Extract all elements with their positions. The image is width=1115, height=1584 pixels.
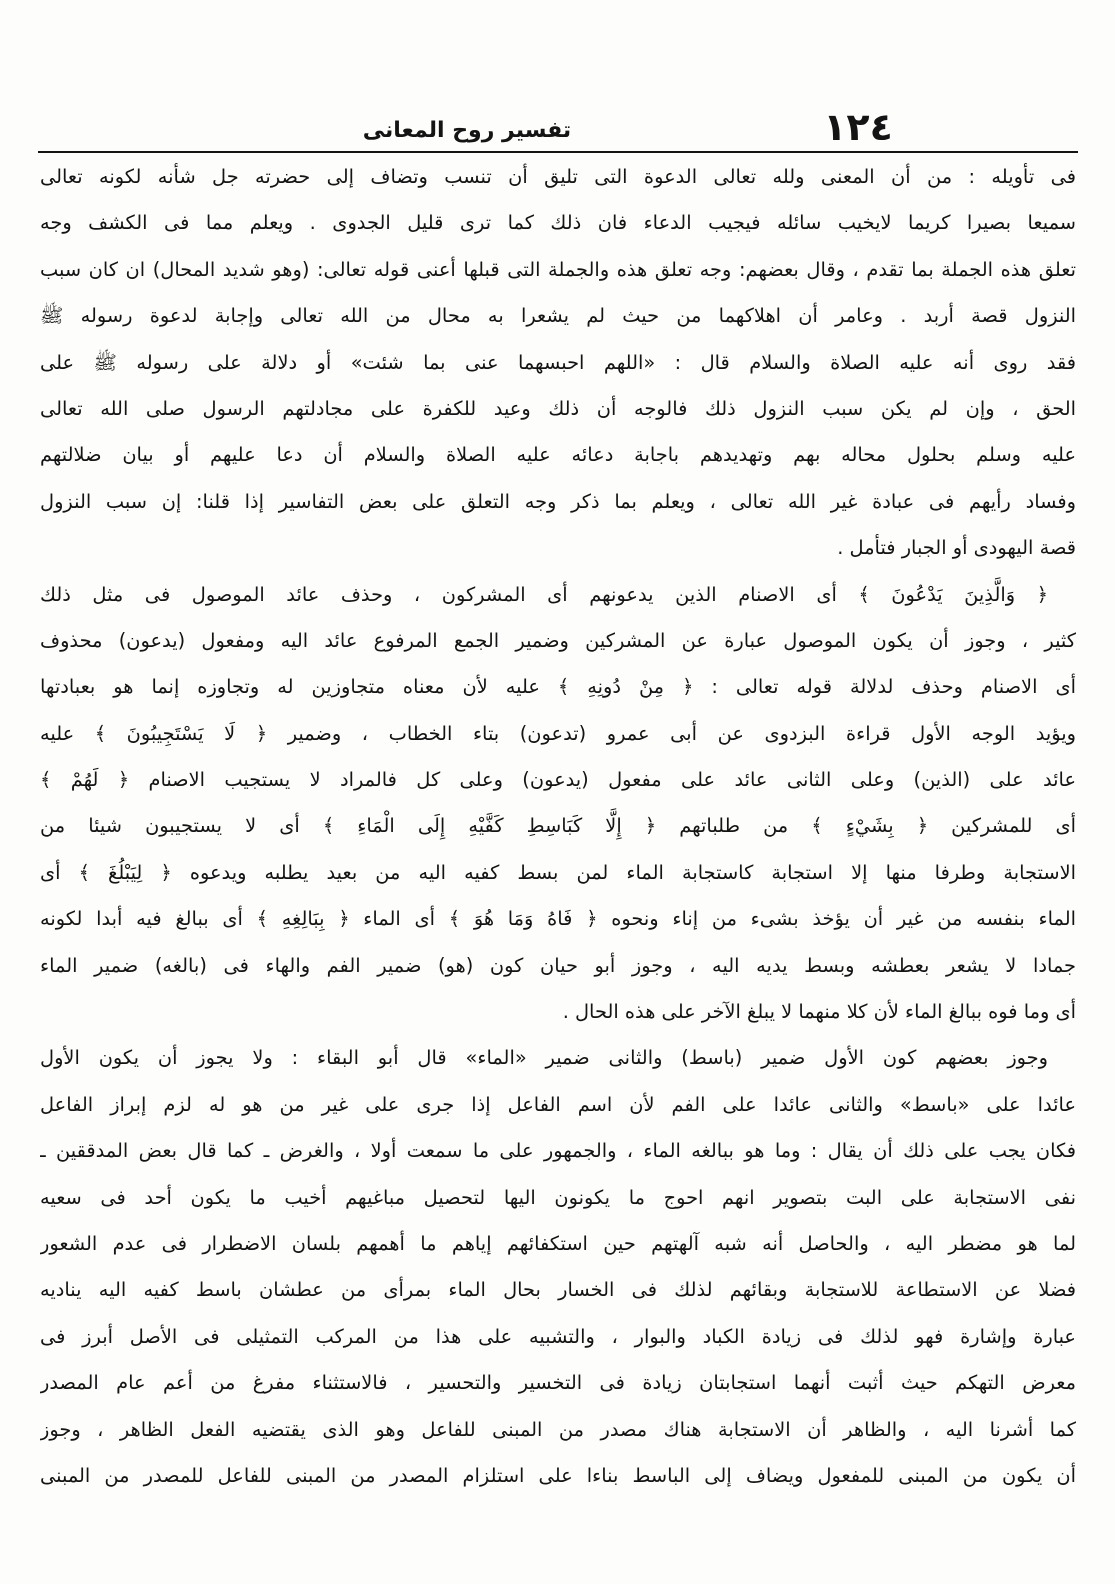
- text-line: فى تأويله : من أن المعنى ولله تعالى الدعوة التى تليق أن تنسب وتضاف إلى حضرته جل شأنه لكونه تعالى: [40, 165, 1076, 188]
- body-text: [40, 154, 1076, 1499]
- text-line: تعلق هذه الجملة بما تقدم ، وقال بعضهم: وجه تعلق هذه والجملة التى قبلها أعنى قوله تعالى: (وهو شديد المحال) ان كان سبب: [40, 257, 1076, 281]
- text-line: الماء بنفسه من غير أن يؤخذ بشىء من إناء ونحوه ﴿ فَاهُ وَمَا هُوَ ﴾ أى الماء ﴿ بِبَالِغِهِ ﴾ أى ببالغ فيه أبدا لكونه: [40, 907, 1076, 931]
- running-title: تفسير روح المعانى: [362, 118, 572, 143]
- text-line: فضلا عن الاستطاعة للاستجابة وبقائهم لذلك فى الخسار بحال الماء بمرأى من عطشان باسط كفيه اليه يناديه: [40, 1278, 1076, 1302]
- text-line: ويؤيد الوجه الأول قراءة البزدوى عن أبى عمرو (تدعون) بتاء الخطاب ، وضمير ﴿ لَا يَسْتَجِيبُونَ ﴾ عليه: [40, 721, 1076, 745]
- text-line: أى الاصنام وحذف لدلالة قوله تعالى : ﴿ مِنْ دُونِهِ ﴾ عليه لأن معناه متجاوزين له وتجاوزه إنما هو بعبادتها: [40, 675, 1076, 699]
- text-line: عليه وسلم بحلول محاله بهم وتهديدهم باجابة دعائه عليه الصلاة والسلام أن دعا عليهم أو بيان ضلالتهم: [40, 443, 1076, 467]
- text-line: وفساد رأيهم فى عبادة غير الله تعالى ، ويعلم بما ذكر وجه التعلق على بعض التفاسير إذا قلنا: إن سبب النزول: [40, 489, 1076, 513]
- text-line: نفى الاستجابة على البت بتصوير انهم احوج ما يكونون اليها لتحصيل مباغيهم أخيب ما يكون أحد فى سعيه: [40, 1185, 1076, 1209]
- text-line: أى للمشركين ﴿ بِشَيْءٍ ﴾ من طلباتهم ﴿ إِلَّا كَبَاسِطِ كَفَّيْهِ إِلَى الْمَاءِ ﴾ أى لا يستجيبون شيئا من: [40, 814, 1076, 838]
- header-rule: [38, 151, 1078, 153]
- text-line: فقد روى أنه عليه الصلاة والسلام قال : «اللهم احبسهما عنى بما شئت» أو دلالة على رسوله ﷺ على: [40, 350, 1076, 374]
- page-header: [0, 0, 1115, 156]
- text-line: الاستجابة وطرفا منها إلا استجابة كاستجابة الماء لمن بسط كفيه اليه من بعيد يطلبه ويدعوه ﴿ لِيَبْلُغَ ﴾ أى: [40, 860, 1076, 884]
- text-line: النزول قصة أربد . وعامر أن اهلاكهما من حيث لم يشعرا به محال من الله تعالى وإجابة لدعوة رسوله ﷺ: [40, 304, 1076, 328]
- text-line: الحق ، وإن لم يكن سبب النزول ذلك فالوجه أن ذلك وعيد للكفرة على مجادلتهم الرسول صلى الله تعالى: [40, 396, 1076, 420]
- text-line: لما هو مضطر اليه ، والحاصل أنه شبه آلهتهم حين استكفائهم إياهم ما أهمهم بلسان الاضطرار فى عدم الشعور: [40, 1231, 1076, 1255]
- text-line: عائدا على «باسط» والثانى عائدا على الفم لأن اسم الفاعل إذا جرى على غير من هو له لزم إبراز الفاعل: [40, 1092, 1076, 1116]
- paragraph: [40, 572, 1076, 1036]
- text-line: أى وما فوه ببالغ الماء لأن كلا منهما لا يبلغ الآخر على هذه الحال .: [562, 1000, 1076, 1024]
- text-line: كثير ، وجوز أن يكون الموصول عبارة عن المشركين وضمير الجمع المرفوع عائد اليه ومفعول (يدعون) محذوف: [40, 628, 1076, 652]
- text-line: عبارة وإشارة فهو لذلك فى زيادة الكباد والبوار ، والتشبيه على هذا من المركب التمثيلى فى الأصل أبرز فى: [40, 1324, 1076, 1348]
- text-line: وجوز بعضهم كون الأول ضمير (باسط) والثانى ضمير «الماء» قال أبو البقاء : ولا يجوز أن يكون الأول: [40, 1046, 1048, 1070]
- text-line: سميعا بصيرا كريما لايخيب سائله فيجيب الدعاء فان ذلك كما ترى قليل الجدوى . ويعلم مما فى الكشف وجه: [40, 211, 1076, 235]
- text-line: فكان يجب على ذلك أن يقال : وما هو ببالغه الماء ، والجمهور على ما سمعت أولا ، والغرض ـ كما قال بعض المدققين ـ: [40, 1139, 1076, 1163]
- text-line: جمادا لا يشعر بعطشه وبسط يديه اليه ، وجوز أبو حيان كون (هو) ضمير الفم والهاء فى (بالغه) ضمير الماء: [40, 953, 1076, 977]
- text-line: قصة اليهودى أو الجبار فتأمل .: [837, 536, 1076, 560]
- text-line: كما أشرنا اليه ، والظاهر أن الاستجابة هناك مصدر من المبنى للفاعل وهو الذى يقتضيه الفعل الظاهر ، وجوز: [40, 1417, 1076, 1441]
- text-line: أن يكون من المبنى للمفعول ويضاف إلى الباسط بناءا على استلزام المصدر من المبنى للفاعل للمصدر من المبنى: [40, 1463, 1076, 1487]
- page-number: ١٢٤: [823, 105, 893, 149]
- paragraph: [40, 1035, 1076, 1499]
- text-line: معرض التهكم حيث أثبت أنهما استجابتان زيادة فى التخسير والتحسير ، فالاستثناء مفرغ من أعم عام المصدر: [40, 1371, 1076, 1395]
- text-line: ﴿ وَالَّذِينَ يَدْعُونَ ﴾ أى الاصنام الذين يدعونهم أى المشركون ، وحذف عائد الموصول فى مثل ذلك: [40, 582, 1048, 606]
- text-line: عائد على (الذين) وعلى الثانى عائد على مفعول (يدعون) وعلى كل فالمراد لا يستجيب الاصنام ﴿ لَهُمْ ﴾: [40, 768, 1076, 792]
- paragraph: [40, 154, 1076, 572]
